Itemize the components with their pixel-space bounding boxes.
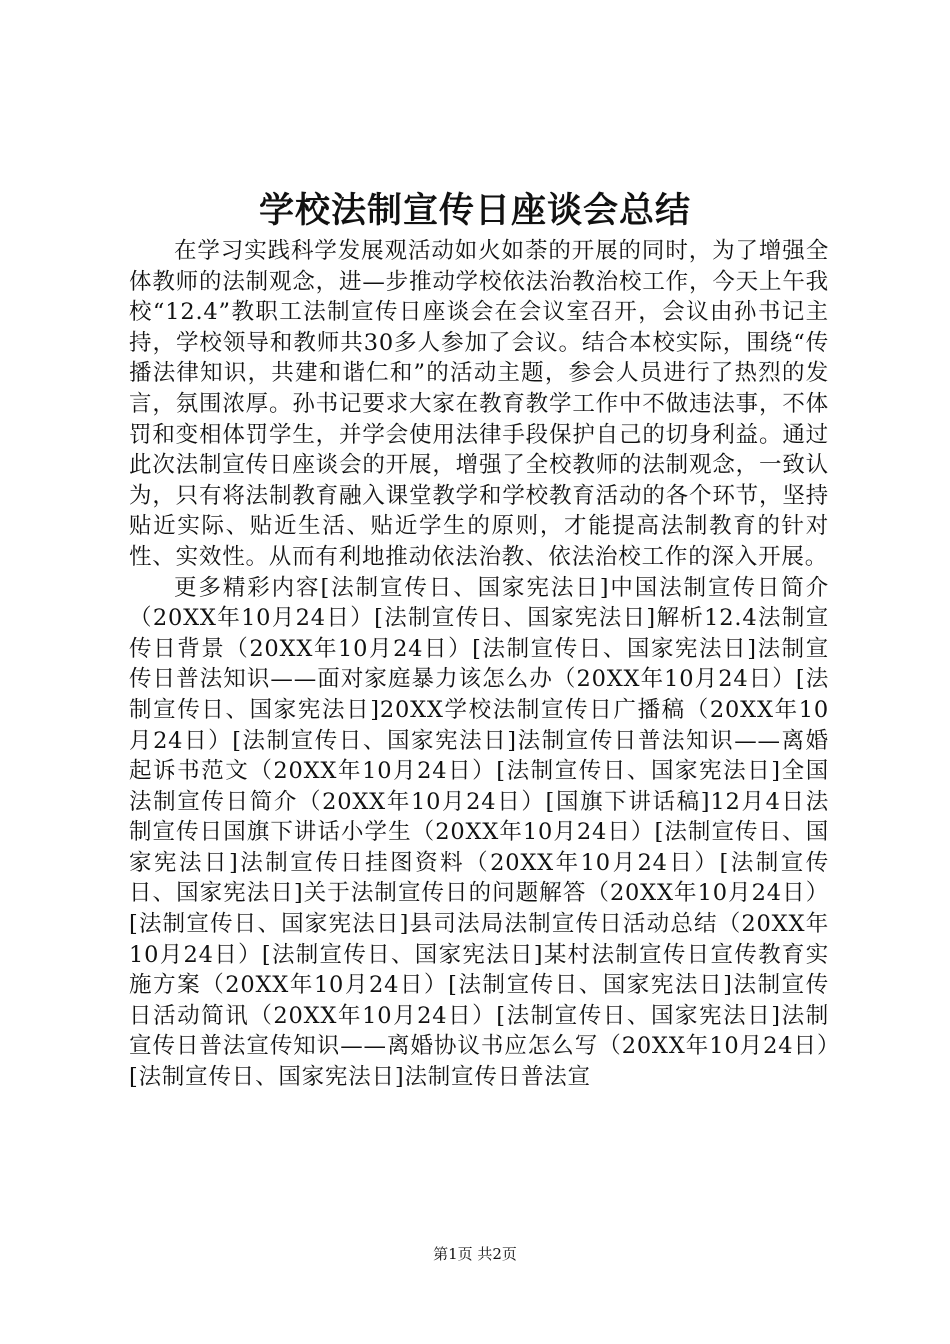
document-title: 学校法制宣传日座谈会总结 [258,190,691,231]
paragraph-related-links: 更多精彩内容[法制宣传日、国家宪法日]中国法制宣传日简介（20XX年10月24日）[法制宣传日、国家宪法日]解析12.4法制宣传日背景（20XX年10月24日）[法制宣传日、国家宪法日]法制宣传日普法知识——面对家庭暴力该怎么办（20XX年10月24日）[法制宣传日、国家宪法日]20XX学校法制宣传日广播稿（20XX年10月24日）[法制宣传日、国家宪法日]法制宣传日普法知识——离婚起诉书范文（20XX年10月24日）[法制宣传日、国家宪法日]全国法制宣传日简介（20XX年10月24日）[国旗下讲话稿]12月4日法制宣传日国旗下讲话小学生（20XX年10月24日）[法制宣传日、国家宪法日]法制宣传日挂图资料（20XX年10月24日）[法制宣传日、国家宪法日]关于法制宣传日的问题解答（20XX年10月24日）[法制宣传日、国家宪法日]县司法局法制宣传日活动总结（20XX年10月24日）[法制宣传日、国家宪法日]某村法制宣传日宣传教育实施方案（20XX年10月24日）[法制宣传日、国家宪法日]法制宣传日活动简讯（20XX年10月24日）[法制宣传日、国家宪法日]法制宣传日普法宣传知识——离婚协议书应怎么写（20XX年10月24日）[法制宣传日、国家宪法日]法制宣传日普法宣 [129,574,829,1091]
page-indicator: 第1页 共2页 [433,1245,517,1263]
document-body [129,236,829,1093]
paragraph-summary: 在学习实践科学发展观活动如火如荼的开展的同时，为了增强全体教师的法制观念，进—步推动学校依法治教治校工作，今天上午我校“12.4”教职工法制宣传日座谈会在会议室召开，会议由孙书记主持，学校领导和教师共30多人参加了会议。结合本校实际，围绕“传播法律知识，共建和谐仁和”的活动主题，参会人员进行了热烈的发言，氛围浓厚。孙书记要求大家在教育教学工作中不做违法事，不体罚和变相体罚学生，并学会使用法律手段保护自己的切身利益。通过此次法制宣传日座谈会的开展，增强了全校教师的法制观念，一致认为，只有将法制教育融入课堂教学和学校教育活动的各个环节，坚持贴近实际、贴近生活、贴近学生的原则，才能提高法制教育的针对性、实效性。从而有利地推动依法治教、依法治校工作的深入开展。 [129,238,829,570]
